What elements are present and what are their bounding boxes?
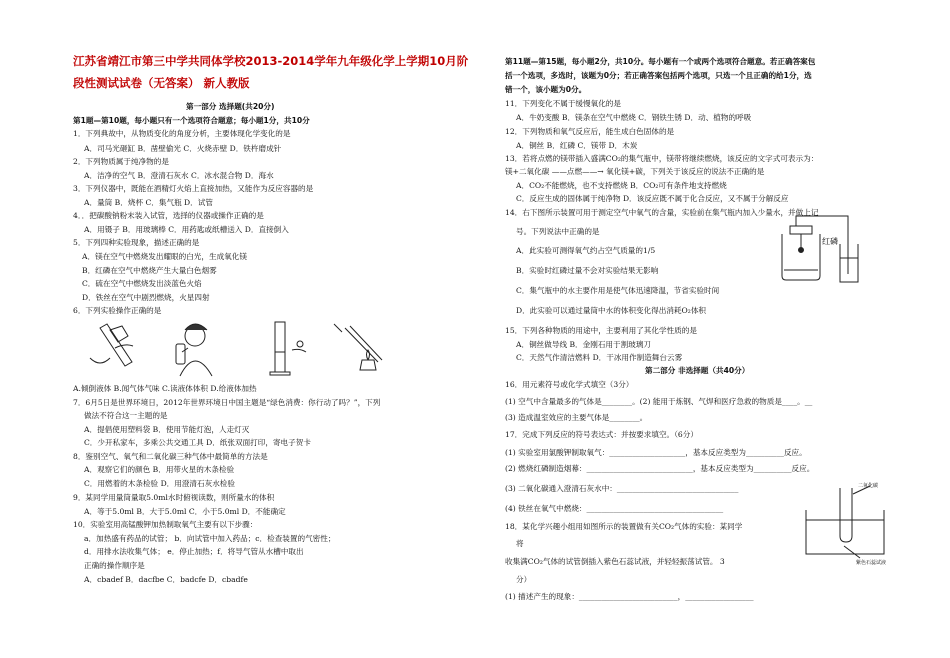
right-line-q17d: (4) 铁丝在氧气中燃烧：____________________________________ (505, 504, 724, 513)
right-line-q15o1: A．铜丝做导线 B．金刚石用于割玻璃刀 (516, 340, 651, 349)
red-phosphorus-label: 红磷 (822, 237, 838, 246)
left-line-part1: 第一部分 选择题(共20分) (186, 102, 275, 111)
left-line-q10b: d．用排水法收集气体； e．停止加热；f．将导气管从水槽中取出 (84, 547, 304, 556)
left-line-q8o2: C．用燃着的木条检验 D．用澄清石灰水检验 (84, 479, 235, 488)
left-line-q1: 1．下列典故中，从物质变化的角度分析，主要体现化学变化的是 (73, 129, 291, 138)
left-line-sec1: 第1题—第10题，每小题只有一个选项符合题意；每小题1分，共10分 (73, 116, 310, 125)
left-line-q10c: 正确的操作顺序是 (84, 561, 145, 570)
right-line-q14oa: A．此实验可测得氧气约占空气质量的1/5 (516, 246, 656, 255)
right-line-q16b: (3) 造成温室效应的主要气体是________。 (505, 413, 648, 422)
right-line-q14od: D．此实验可以通过量筒中水的体积变化得出消耗O₂体积 (516, 306, 707, 315)
pouring-liquid-figure (90, 324, 133, 366)
left-line-q2: 2．下列物质属于纯净物的是 (73, 157, 169, 166)
exam-title: 江苏省靖江市第三中学共同体学校2013-2014学年九年级化学上学期10月阶段性测试试卷（无答案） 新人教版 (73, 54, 469, 90)
heating-liquid-figure (334, 324, 382, 370)
right-line-q13o2: C．反应生成的固体属于纯净物 D．该反应既不属于化合反应，又不属于分解反应 (516, 194, 789, 203)
right-line-q15: 15．下列各种物质的用途中，主要利用了其化学性质的是 (505, 326, 697, 335)
litmus-label: 紫色石蕊试液 (856, 560, 887, 565)
right-line-sec2c: 错一个，该小题为0分。 (505, 85, 587, 94)
right-line-q11o: A．牛奶变酸 B．镁条在空气中燃烧 C．钢铁生锈 D．动、植物的呼吸 (516, 113, 752, 122)
right-line-q18e: (1) 描述产生的现象：__________________________，__________________ (505, 592, 754, 601)
left-line-q9: 9．某同学用量筒量取5.0ml水时俯视读数，则所量水的体积 (73, 493, 275, 502)
right-line-q14b: 号。下列说法中正确的是 (516, 227, 600, 236)
right-line-q13o1: A．CO₂不能燃烧，也不支持燃烧 B．CO₂可有条件地支持燃烧 (516, 181, 727, 190)
inverted-tube (840, 488, 852, 542)
right-line-q14oc: C．集气瓶中的水主要作用是使气体迅速降温，节省实验时间 (516, 286, 720, 295)
left-line-q8o1: A．观察它们的颜色 B．用带火星的木条检验 (84, 465, 235, 474)
left-line-q1o: A．司马光砸缸 B．凿壁偷光 C．火烧赤壁 D．铁杵磨成针 (84, 144, 282, 153)
left-line-q3o: A．量筒 B．烧杯 C．集气瓶 D．试管 (84, 198, 213, 207)
left-line-q2o: A．洁净的空气 B．澄清石灰水 C．冰水混合物 D．海水 (84, 171, 274, 180)
right-line-q18a: 18．某化学兴趣小组用如图所示的装置做有关CO₂气体的实验：某同学 (505, 522, 743, 531)
left-line-q10: 10．实验室用高锰酸钾加热制取氧气主要有以下步骤： (73, 520, 258, 529)
beaker (840, 244, 858, 282)
left-line-q7b: 做法不符合这一主题的是 (84, 411, 168, 420)
q18-apparatus (800, 480, 890, 565)
right-line-q17b: (2) 燃烧红磷制造烟幕：____________________________，基本反应类型为__________反应。 (505, 464, 815, 473)
right-line-q16a: (1) 空气中含量最多的气体是________。(2) 能用于炼钢、气焊和医疗急救的物质是____。__ (505, 397, 813, 406)
right-line-q17a: (1) 实验室用氯酸钾制取氧气：____________________，基本反应类型为__________反应。 (505, 448, 807, 457)
left-line-q3: 3．下列仪器中，既能在酒精灯火焰上直接加热，又能作为反应容器的是 (73, 184, 314, 193)
left-line-q5: 5．下列四种实验现象，描述正确的是 (73, 238, 200, 247)
left-line-q10a: a．加热盛有药品的试管； b．向试管中加入药品；c．检查装置的气密性； (84, 534, 336, 543)
left-line-q5a: A．镁在空气中燃烧发出耀眼的白光，生成氧化镁 (82, 252, 247, 261)
left-line-q8: 8．鉴别空气、氧气和二氧化碳三种气体中最简单的方法是 (73, 452, 268, 461)
right-line-q13b: 镁+二氧化碳 ——点燃——→ 氧化镁+碳，下列关于该反应的说法不正确的是 (505, 167, 765, 176)
right-line-q14a: 14．右下图所示装置可用于测定空气中氧气的含量，实验前在集气瓶内加入少量水，并做上记 (505, 208, 819, 217)
left-line-q5c: C．硫在空气中燃烧发出淡蓝色火焰 (82, 279, 202, 288)
left-line-q6: 6．下列实验操作正确的是 (73, 306, 162, 315)
right-line-part2: 第二部分 非选择题（共40分） (645, 366, 750, 375)
left-line-q9o: A．等于5.0ml B．大于5.0ml C．小于5.0ml D．不能确定 (84, 507, 286, 516)
co2-label: 二氧化碳 (858, 483, 879, 489)
left-line-q4: 4．．把碳酸钠粉末装入试管，选择的仪器或操作正确的是 (73, 211, 264, 220)
smelling-gas-figure (176, 324, 212, 376)
right-line-q18d: 分） (516, 575, 532, 584)
left-line-q7o1: A．提倡使用塑料袋 B．使用节能灯泡，人走灯灭 (84, 425, 250, 434)
right-line-q14ob: B．实验时红磷过量不会对实验结果无影响 (516, 266, 659, 275)
left-line-q10o: A．cbadef B．dacfbe C．badcfe D．cbadfe (84, 575, 248, 584)
right-line-q16: 16．用元素符号或化学式填空（3分） (505, 380, 634, 389)
right-line-sec2b: 括一个选项，多选时，该题为0分；若正确答案包括两个选项，只选一个且正确的给1分，选 (505, 71, 812, 80)
right-line-q13a: 13．若将点燃的镁带插入盛满CO₂的集气瓶中，镁带将继续燃烧，该反应的文字式可表示为： (505, 154, 819, 163)
right-line-sec2a: 第11题—第15题，每小题2分，共10分。每小题有一个或两个选项符合题意。若正确答案包 (505, 57, 816, 66)
right-line-q17: 17．完成下列反应的符号表达式：并按要求填空。（6分） (505, 430, 698, 439)
left-line-q5b: B．红磷在空气中燃烧产生大量白色烟雾 (82, 266, 217, 275)
trough (806, 510, 884, 554)
right-line-q12: 12．下列物质和氧气反应后，能生成白色固体的是 (505, 127, 675, 136)
bottle-stopper (790, 226, 812, 234)
right-line-q17c: (3) 二氧化碳通入澄清石灰水中：________________________________ (505, 484, 739, 493)
reading-volume-figure (270, 322, 306, 375)
left-line-q7: 7．6月5日是世界环境日，2012年世界环境日中国主题是“绿色消费：你行动了吗？”，下列 (73, 398, 381, 407)
q6-illustrations (80, 318, 410, 378)
right-line-q18b: 将 (516, 539, 524, 548)
right-line-q15o2: C．天然气作清洁燃料 D．干冰用作制造舞台云雾 (516, 353, 683, 362)
q14-apparatus (770, 214, 865, 286)
left-line-q7o2: C．少开私家车，多乘公共交通工具 D．纸张双面打印，寄电子贺卡 (84, 438, 311, 447)
right-line-q12o: A．铜丝 B．红磷 C．镁带 D．木炭 (516, 141, 638, 150)
right-line-q11: 11．下列变化不属于缓慢氧化的是 (505, 99, 621, 108)
right-line-q18c: 收集满CO₂气体的试管倒插入紫色石蕊试液，并轻轻振荡试管。 3 (505, 557, 725, 566)
left-line-q6o: A.倾倒液体 B.闻气体气味 C.读液体体积 D.给液体加热 (73, 384, 257, 393)
left-line-q4o: A．用镊子 B．用玻璃棒 C．用药匙或纸槽送入 D．直接倒入 (84, 225, 289, 234)
left-line-q5d: D．铁丝在空气中剧烈燃烧，火星四射 (82, 293, 210, 302)
